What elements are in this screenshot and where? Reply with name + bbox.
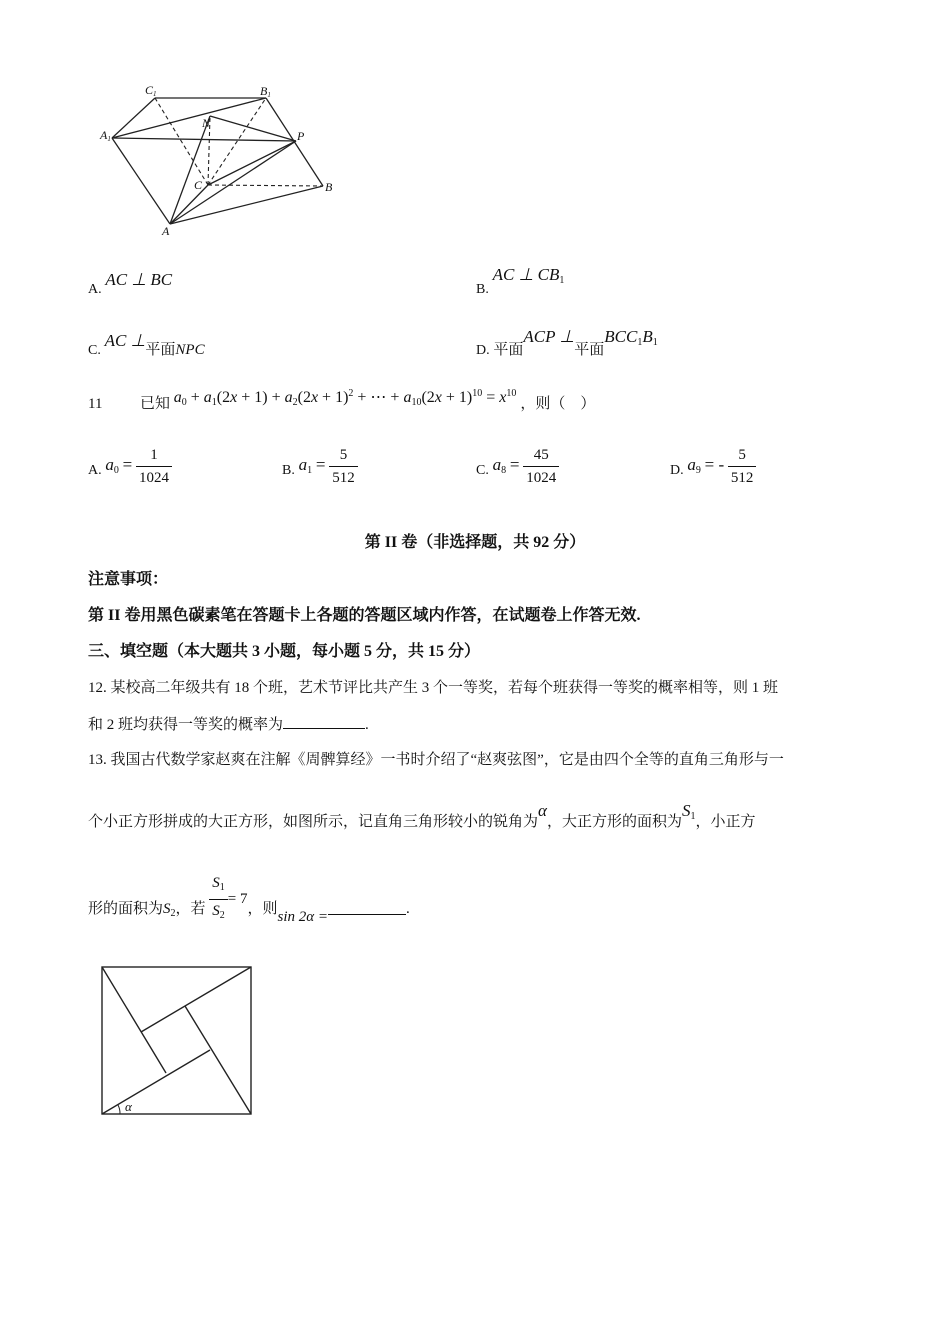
edge-a1p [112, 138, 296, 141]
q10-option-d[interactable]: D. 平面ACP ⊥平面$BCC_1B_1$ [476, 327, 658, 358]
q11-equation: $a_0 + a_1(2x + 1) + a_2(2x + 1)^2$ + ⋯ + $a_{10}(2x + 1)^{10} = x^{10}$ [173, 388, 517, 408]
q11-option-b[interactable]: B. $a_1$ = $\frac{5}{512}$ [282, 444, 358, 489]
part3-heading: 三、填空题（本大题共 3 小题，每小题 5 分，共 15 分） [88, 643, 481, 660]
q11-option-c[interactable]: C. $a_8$ = $\frac{45}{1024}$ [476, 444, 559, 489]
edge-an [170, 116, 210, 224]
q11-option-a[interactable]: A. $a_0$ = $\frac{1}{1024}$ [88, 444, 172, 489]
label-c: C [194, 178, 203, 192]
label-a: A [162, 224, 170, 238]
q13-line1: 13. 我国古代数学家赵爽在注解《周髀算经》一书时介绍了“赵爽弦图”，它是由四个全等的直角三角形与一 [88, 752, 784, 768]
q10-option-a[interactable]: A. AC ⊥ BC [88, 270, 173, 297]
label-p: P [297, 129, 305, 143]
q13-answer-blank[interactable] [328, 900, 406, 915]
label-a1: A [100, 128, 108, 142]
svg-text:A1: A1 [100, 128, 111, 143]
label-b: B [325, 180, 333, 194]
q12-answer-blank[interactable] [283, 714, 365, 729]
instruction-text: 第 II 卷用黑色碳素笔在答题卡上各题的答题区域内作答，在试题卷上作答无效. [88, 607, 641, 624]
prism-figure [90, 78, 350, 243]
edge-a1a [112, 138, 170, 224]
q10-option-b[interactable]: B. AC ⊥ $CB_1$ [476, 265, 565, 297]
q13-line2: 个小正方形拼成的大正方形，如图所示，记直角三角形较小的锐角为α，大正方形的面积为$S_1$，小正方 [88, 801, 756, 830]
section2-title: 第 II 卷（非选择题，共 92 分） [364, 534, 586, 551]
notice-heading: 注意事项： [88, 571, 169, 588]
svg-text:B1: B1 [260, 84, 271, 99]
edge-ac [170, 185, 208, 224]
q13-line3: 形的面积为$S_2$，若 $\frac{S_1}{S_2}$ = 7，则sin 2α = . [88, 882, 410, 937]
label-n: N [202, 116, 211, 130]
edge-np [210, 116, 296, 141]
q10-option-c[interactable]: C. AC ⊥平面NPC [88, 331, 205, 358]
edge-ab [170, 186, 323, 224]
s1-over-s2-fraction: $\frac{S_1}{S_2}$ [209, 872, 228, 927]
q12-line1: 12. 某校高二年级共有 18 个班，艺术节评比共产生 3 个一等奖，若每个班获得一等奖的概率相等，则 1 班 [88, 680, 779, 696]
alpha-label: α [125, 1099, 132, 1114]
label-b1: B [260, 84, 268, 98]
zhao-shuang-figure [96, 960, 260, 1122]
label-c1: C [145, 83, 154, 97]
svg-text:C1: C1 [145, 83, 157, 98]
q12-line2: 和 2 班均获得一等奖的概率为 . [88, 713, 369, 734]
edge-pc [208, 141, 296, 185]
q11-option-d[interactable]: D. $a_9$ = - $\frac{5}{512}$ [670, 444, 756, 489]
q11-stem: 11 已知 $a_0 + a_1(2x + 1) + a_2(2x + 1)^2$ + ⋯ + $a_{10}(2x + 1)^{10} = x^{10}$ ，则（ ） [88, 388, 596, 412]
